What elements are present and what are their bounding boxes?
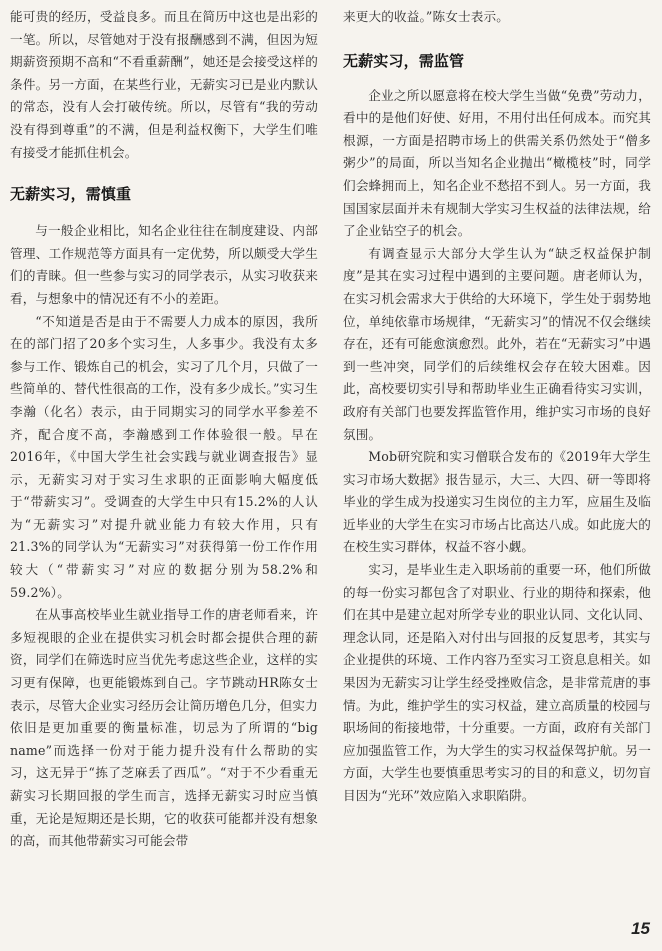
section-heading: 无薪实习，需慎重 — [10, 185, 132, 204]
page-number: 15 — [631, 919, 650, 938]
paragraph: 企业之所以愿意将在校大学生当做“免费”劳动力，看中的是他们好使、好用，不用付出任何成本。而究其根源，一方面是招聘市场上的供需关系仍然处于“僧多粥少”的局面，所以当知名企业抛出“橄榄枝”时，同学们会蜂拥而上，知名企业不愁招不到人。另一方面，我国国家层面并未有规制大学实习生权益的法律法规，给了企业钻空子的机会。 — [343, 87, 651, 239]
paragraph: 在从事高校毕业生就业指导工作的唐老师看来，许多短视眼的企业在提供实习机会时都会提供合理的薪资，同学们在筛选时应当优先考虑这些企业，这样的实习更有保障，也更能锻炼到自己。字节跳动HR陈女士表示，尽管大企业实习经历会让简历增色几分，但实力依旧是更加重要的衡量标准，切忌为了所谓的“big name”而选择一份对于能力提升没有什么帮助的实习，这无异于“拣了芝麻丢了西瓜”。“对于不少看重无薪实习长期回报的学生而言，选择无薪实习时应当慎重，无论是短期还是长期，它的收获可能都并没有想象的高，而其他带薪实习可能会带 — [10, 607, 318, 849]
right-column — [343, 6, 651, 808]
paragraph: 实习，是毕业生走入职场前的重要一环，他们所做的每一份实习都包含了对职业、行业的期待和探索，他们在其中是建立起对所学专业的职业认同、文化认同、理念认同，还是陷入对付出与回报的反复思考，其实与企业提供的环境、工作内容乃至实习工资息息相关。如果因为无薪实习让学生经受挫败信念，是非常荒唐的事情。为此，维护学生的实习权益，建立高质量的校园与职场间的衔接地带，十分重要。一方面，政府有关部门应加强监管工作，为大学生的实习权益保驾护航。另一方面，大学生也要慎重思考实习的目的和意义，切勿盲目因为“光环”效应陷入求职陷阱。 — [343, 562, 651, 803]
paragraph: Mob研究院和实习僧联合发布的《2019年大学生实习市场大数据》报告显示，大三、大四、研一等即将毕业的学生成为投递实习生岗位的主力军，应届生及临近毕业的大学生在实习市场占比高达八成。如此庞大的在校生实习群体，权益不容小觑。 — [343, 449, 651, 555]
paragraph: 与一般企业相比，知名企业往往在制度建设、内部管理、工作规范等方面具有一定优势，所以颇受大学生们的青睐。但一些参与实习的同学表示，从实习收获来看，与想象中的情况还有不小的差距。 — [10, 223, 318, 306]
section-heading: 无薪实习，需监管 — [343, 51, 465, 70]
paragraph: 能可贵的经历，受益良多。而且在简历中这也是出彩的一笔。所以，尽管她对于没有报酬感到不满，但因为短期薪资预期不高和“不看重薪酬”，她还是会接受这样的条件。另一方面，在某些行业，无薪实习已是业内默认的常态，没有人会打破传统。所以，尽管有“我的劳动没有得到尊重”的不满，但是利益权衡下，大学生们唯有接受才能抓住机会。 — [10, 9, 318, 160]
paragraph: 有调查显示大部分大学生认为“缺乏权益保护制度”是其在实习过程中遇到的主要问题。唐老师认为，在实习机会需求大于供给的大环境下，学生处于弱势地位，单纯依靠市场规律，“无薪实习”的情况不仅会继续存在，还有可能愈演愈烈。此外，若在“无薪实习”中遇到一些冲突，同学们的后续维权会存在较大困难。因此，高校要切实引导和帮助毕业生正确看待实习实训，政府有关部门也要发挥监管作用，维护实习市场的良好氛围。 — [343, 245, 651, 442]
paragraph: 来更大的收益。”陈女士表示。 — [343, 9, 509, 24]
left-column — [10, 6, 318, 853]
paragraph: “不知道是否是由于不需要人力成本的原因，我所在的部门招了20多个实习生，人多事少。我没有太多参与工作、锻炼自己的机会，实习了几个月，只做了一些简单的、替代性很高的工作，没有多少成长。”实习生李瀚（化名）表示，由于同期实习的同学水平参差不齐，配合度不高，李瀚感到工作体验很一般。早在2016年，《中国大学生社会实践与就业调查报告》显示，无薪实习对于实习生求职的正面影响大幅度低于“带薪实习”。受调查的大学生中只有15.2%的人认为“无薪实习”对提升就业能力有较大作用，只有21.3%的同学认为“无薪实习”对获得第一份工作作用较大（“带薪实习”对应的数据分别为58.2%和59.2%）。 — [10, 313, 318, 600]
